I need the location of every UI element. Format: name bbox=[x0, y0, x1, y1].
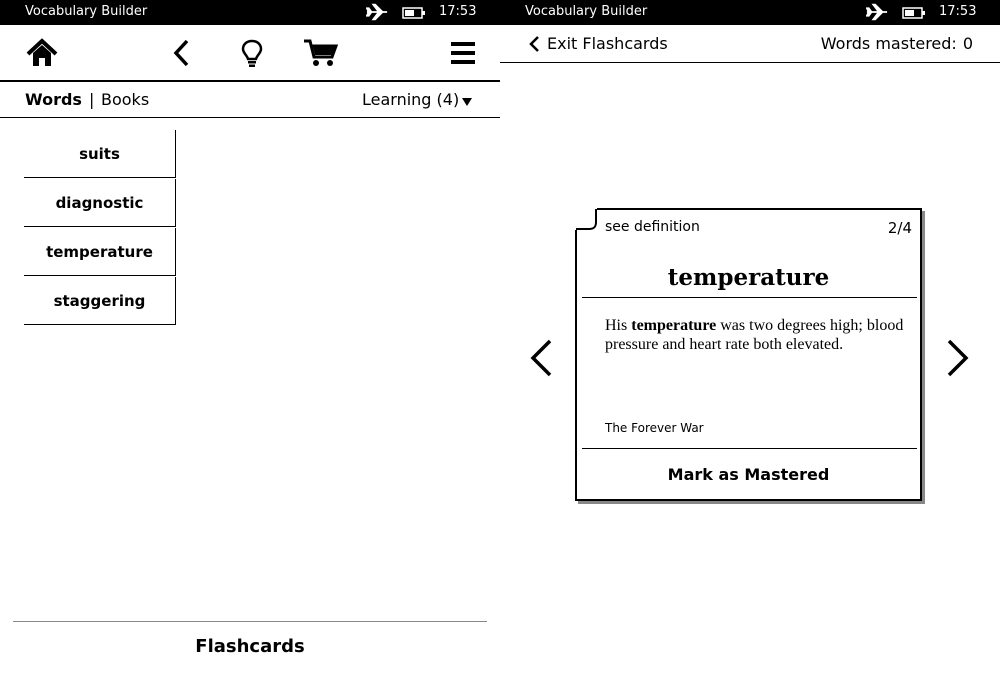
tab-words[interactable]: Words bbox=[25, 90, 82, 109]
usage-example bbox=[605, 316, 905, 354]
chevron-left-icon bbox=[526, 338, 556, 378]
divider bbox=[13, 621, 487, 622]
example-text-after: was two degrees high; blood pressure and heart rate both elevated. bbox=[605, 317, 904, 353]
toolbar bbox=[0, 25, 500, 82]
store-button[interactable] bbox=[301, 35, 341, 71]
status-bar bbox=[500, 0, 1000, 25]
chevron-left-icon bbox=[527, 35, 541, 53]
example-text-before: His bbox=[605, 317, 632, 334]
example-highlight: temperature bbox=[631, 317, 717, 334]
filter-dropdown[interactable]: Learning (4) bbox=[362, 90, 460, 109]
lightbulb-icon bbox=[240, 38, 264, 68]
see-definition-link[interactable]: see definition bbox=[605, 219, 700, 235]
status-bar-title: Vocabulary Builder bbox=[25, 4, 148, 19]
status-bar-time: 17:53 bbox=[939, 4, 977, 19]
flashcard-header bbox=[500, 25, 1000, 63]
book-source: The Forever War bbox=[605, 421, 704, 435]
mastered-count: 0 bbox=[962, 34, 973, 53]
card-word: temperature bbox=[667, 264, 830, 291]
status-bar-title: Vocabulary Builder bbox=[525, 4, 648, 19]
view-tabs bbox=[0, 82, 500, 118]
status-bar-time: 17:53 bbox=[439, 4, 477, 19]
previous-card-button[interactable] bbox=[526, 338, 556, 378]
exit-flashcards-button[interactable] bbox=[527, 34, 668, 53]
page-fold-icon[interactable] bbox=[575, 208, 597, 230]
words-mastered bbox=[821, 34, 973, 53]
cart-icon bbox=[303, 38, 339, 68]
home-icon bbox=[25, 38, 59, 68]
airplane-icon bbox=[366, 2, 388, 22]
card-counter: 2/4 bbox=[887, 219, 912, 237]
exit-label: Exit Flashcards bbox=[547, 34, 668, 53]
list-item[interactable]: staggering bbox=[24, 277, 176, 325]
list-item[interactable]: temperature bbox=[24, 228, 176, 276]
flashcard bbox=[575, 208, 922, 501]
status-bar bbox=[0, 0, 500, 25]
mastered-label: Words mastered: bbox=[820, 34, 957, 53]
flashcards-button[interactable]: Flashcards bbox=[195, 636, 305, 657]
chevron-down-icon[interactable] bbox=[462, 98, 472, 106]
lightbulb-button[interactable] bbox=[232, 35, 272, 71]
tab-books[interactable]: Books bbox=[101, 90, 150, 109]
word-list bbox=[24, 130, 176, 326]
mark-as-mastered-button[interactable]: Mark as Mastered bbox=[667, 465, 830, 484]
tab-separator: | bbox=[89, 90, 95, 109]
menu-button[interactable] bbox=[443, 35, 483, 71]
divider bbox=[582, 448, 917, 449]
menu-icon bbox=[450, 40, 476, 66]
list-item[interactable]: suits bbox=[24, 130, 176, 178]
next-card-button[interactable] bbox=[943, 338, 973, 378]
airplane-icon bbox=[866, 2, 888, 22]
divider bbox=[582, 297, 917, 298]
back-icon bbox=[171, 38, 191, 68]
chevron-right-icon bbox=[943, 338, 973, 378]
flashcard-screen bbox=[500, 0, 1000, 675]
back-button[interactable] bbox=[161, 35, 201, 71]
list-item[interactable]: diagnostic bbox=[24, 179, 176, 227]
battery-icon bbox=[902, 7, 926, 19]
home-button[interactable] bbox=[22, 35, 62, 71]
battery-icon bbox=[402, 7, 426, 19]
